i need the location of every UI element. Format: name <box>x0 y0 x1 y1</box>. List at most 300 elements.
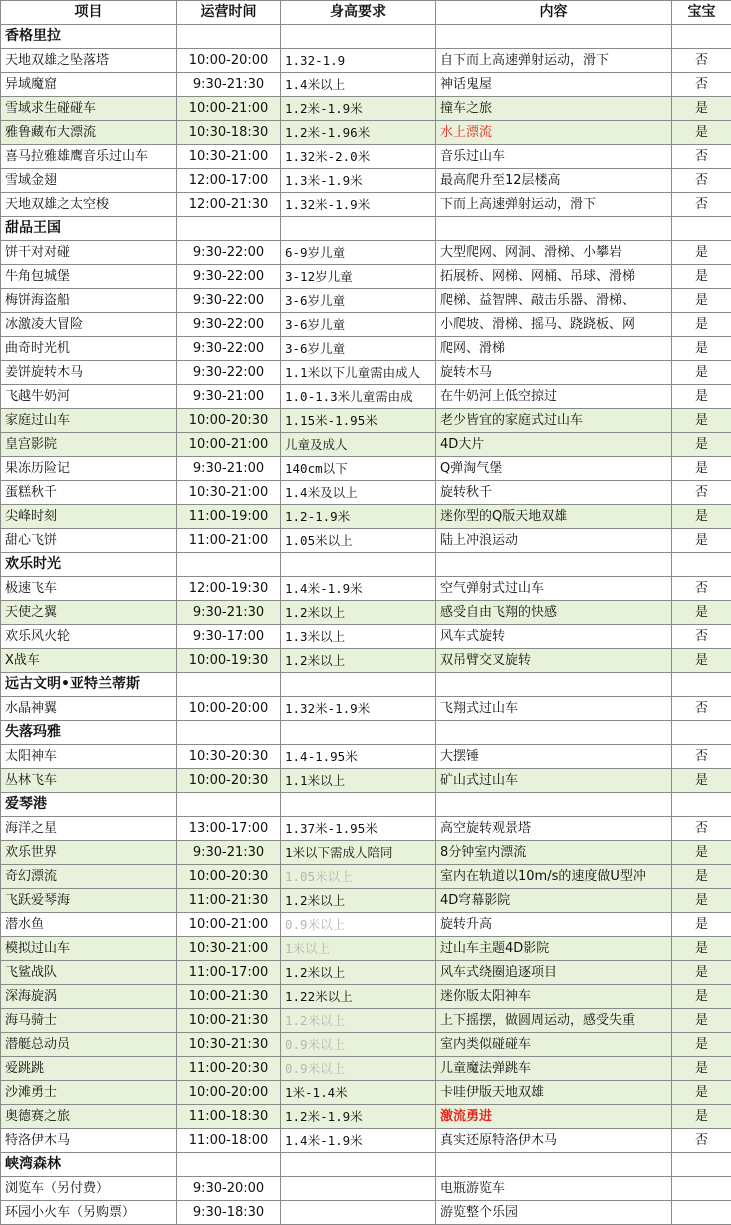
table-row <box>1 289 731 313</box>
ride-height: 1.32米-2.0米 <box>281 145 436 169</box>
ride-height: 3-6岁儿童 <box>281 337 436 361</box>
ride-baby: 是 <box>672 769 731 793</box>
ride-name: 甜心飞饼 <box>1 529 177 553</box>
ride-height: 1米-1.4米 <box>281 1081 436 1105</box>
empty-cell <box>281 793 436 817</box>
ride-time: 10:30-20:30 <box>177 745 281 769</box>
ride-content: 大摆锤 <box>436 745 672 769</box>
ride-baby: 是 <box>672 913 731 937</box>
ride-baby: 是 <box>672 1105 731 1129</box>
ride-time: 10:00-20:00 <box>177 1081 281 1105</box>
table-row <box>1 697 731 721</box>
table-row <box>1 889 731 913</box>
ride-baby: 是 <box>672 385 731 409</box>
ride-baby: 是 <box>672 337 731 361</box>
ride-baby: 是 <box>672 937 731 961</box>
table-row <box>1 913 731 937</box>
empty-cell <box>436 673 672 697</box>
ride-baby: 是 <box>672 961 731 985</box>
ride-name: 雪域求生碰碰车 <box>1 97 177 121</box>
ride-content: 旋转升高 <box>436 913 672 937</box>
ride-baby: 是 <box>672 985 731 1009</box>
ride-height: 1.2米以上 <box>281 1009 436 1033</box>
ride-name: 海洋之星 <box>1 817 177 841</box>
ride-name: 天地双雄之坠落塔 <box>1 49 177 73</box>
ride-name: 尖峰时刻 <box>1 505 177 529</box>
ride-name: 梅饼海盗船 <box>1 289 177 313</box>
zone-header-row <box>1 793 731 817</box>
ride-baby: 否 <box>672 145 731 169</box>
ride-height: 1米以上 <box>281 937 436 961</box>
ride-time: 11:00-18:00 <box>177 1129 281 1153</box>
ride-height: 1.05米以上 <box>281 529 436 553</box>
empty-cell <box>436 25 672 49</box>
table-row <box>1 241 731 265</box>
ride-content: 在牛奶河上低空掠过 <box>436 385 672 409</box>
ride-baby: 是 <box>672 1057 731 1081</box>
zone-name: 远古文明•亚特兰蒂斯 <box>1 673 177 697</box>
ride-height: 1.3米-1.9米 <box>281 169 436 193</box>
table-row <box>1 1105 731 1129</box>
ride-height: 1.32-1.9 <box>281 49 436 73</box>
ride-height: 1.4米及以上 <box>281 481 436 505</box>
ride-baby: 否 <box>672 577 731 601</box>
ride-content: 自下而上高速弹射运动，滑下 <box>436 49 672 73</box>
ride-baby: 是 <box>672 409 731 433</box>
header-time: 运营时间 <box>177 1 281 25</box>
ride-content: 过山车主题4D影院 <box>436 937 672 961</box>
empty-cell <box>672 553 731 577</box>
ride-time: 10:30-21:00 <box>177 481 281 505</box>
ride-baby: 是 <box>672 889 731 913</box>
ride-name: 欢乐风火轮 <box>1 625 177 649</box>
ride-time: 9:30-21:30 <box>177 841 281 865</box>
ride-height: 1.2米以上 <box>281 601 436 625</box>
ride-time: 10:00-20:30 <box>177 865 281 889</box>
empty-cell <box>281 217 436 241</box>
empty-cell <box>177 1153 281 1177</box>
table-row <box>1 745 731 769</box>
ride-baby: 是 <box>672 313 731 337</box>
ride-name: 果冻历险记 <box>1 457 177 481</box>
empty-cell <box>281 721 436 745</box>
ride-baby: 否 <box>672 1129 731 1153</box>
table-row <box>1 1177 731 1201</box>
ride-height <box>281 1177 436 1201</box>
ride-time: 9:30-22:00 <box>177 313 281 337</box>
ride-baby: 是 <box>672 505 731 529</box>
ride-time: 10:00-20:00 <box>177 49 281 73</box>
ride-baby: 是 <box>672 457 731 481</box>
ride-content: 爬网、滑梯 <box>436 337 672 361</box>
empty-cell <box>672 25 731 49</box>
ride-name: 奥德赛之旅 <box>1 1105 177 1129</box>
empty-cell <box>281 1153 436 1177</box>
table-row <box>1 385 731 409</box>
ride-height: 1.3米以上 <box>281 625 436 649</box>
zone-header-row <box>1 25 731 49</box>
ride-name: 浏览车（另付费） <box>1 1177 177 1201</box>
ride-baby: 是 <box>672 121 731 145</box>
ride-content: 双吊臂交叉旋转 <box>436 649 672 673</box>
ride-height: 1.2米以上 <box>281 889 436 913</box>
ride-height: 1.32米-1.9米 <box>281 697 436 721</box>
ride-content: 最高爬升至12层楼高 <box>436 169 672 193</box>
ride-content: 游览整个乐园 <box>436 1201 672 1225</box>
ride-name: 环园小火车（另购票） <box>1 1201 177 1225</box>
ride-time: 10:30-21:00 <box>177 145 281 169</box>
empty-cell <box>436 217 672 241</box>
empty-cell <box>436 553 672 577</box>
ride-name: 雅鲁藏布大漂流 <box>1 121 177 145</box>
table-row <box>1 433 731 457</box>
ride-height: 1.2-1.9米 <box>281 505 436 529</box>
ride-content: 4D穹幕影院 <box>436 889 672 913</box>
table-row <box>1 1129 731 1153</box>
ride-height: 1.37米-1.95米 <box>281 817 436 841</box>
ride-name: 奇幻漂流 <box>1 865 177 889</box>
ride-baby: 否 <box>672 625 731 649</box>
ride-content: 激流勇进 <box>436 1105 672 1129</box>
ride-baby: 是 <box>672 433 731 457</box>
ride-baby: 否 <box>672 193 731 217</box>
zone-header-row <box>1 721 731 745</box>
ride-content: 神话鬼屋 <box>436 73 672 97</box>
table-row <box>1 817 731 841</box>
ride-content: 4D大片 <box>436 433 672 457</box>
empty-cell <box>672 793 731 817</box>
ride-baby: 否 <box>672 745 731 769</box>
ride-content: 撞车之旅 <box>436 97 672 121</box>
table-row <box>1 1033 731 1057</box>
ride-name: 蛋糕秋千 <box>1 481 177 505</box>
ride-baby: 否 <box>672 481 731 505</box>
ride-name: 欢乐世界 <box>1 841 177 865</box>
table-row <box>1 1057 731 1081</box>
ride-name: 家庭过山车 <box>1 409 177 433</box>
ride-content: 高空旋转观景塔 <box>436 817 672 841</box>
ride-height: 1.1米以上 <box>281 769 436 793</box>
empty-cell <box>672 1153 731 1177</box>
ride-content: 卡哇伊版天地双雄 <box>436 1081 672 1105</box>
ride-time: 12:00-21:30 <box>177 193 281 217</box>
ride-time: 9:30-21:00 <box>177 385 281 409</box>
ride-content: 感受自由飞翔的快感 <box>436 601 672 625</box>
table-row <box>1 265 731 289</box>
ride-content: 音乐过山车 <box>436 145 672 169</box>
ride-time: 11:00-18:30 <box>177 1105 281 1129</box>
ride-name: 飞鲨战队 <box>1 961 177 985</box>
table-row <box>1 145 731 169</box>
table-row <box>1 601 731 625</box>
ride-baby: 是 <box>672 1081 731 1105</box>
header-baby: 宝宝 <box>672 1 731 25</box>
ride-name: 饼干对对碰 <box>1 241 177 265</box>
empty-cell <box>672 721 731 745</box>
ride-baby: 是 <box>672 649 731 673</box>
ride-name: 海马骑士 <box>1 1009 177 1033</box>
zone-name: 甜品王国 <box>1 217 177 241</box>
ride-content: 空气弹射式过山车 <box>436 577 672 601</box>
table-row <box>1 769 731 793</box>
ride-name: 雪域金翅 <box>1 169 177 193</box>
ride-time: 9:30-21:00 <box>177 457 281 481</box>
ride-height: 3-6岁儿童 <box>281 313 436 337</box>
ride-height: 1米以下需成人陪同 <box>281 841 436 865</box>
ride-baby: 是 <box>672 1033 731 1057</box>
ride-time: 11:00-20:30 <box>177 1057 281 1081</box>
table-row <box>1 361 731 385</box>
ride-name: X战车 <box>1 649 177 673</box>
ride-name: 皇宫影院 <box>1 433 177 457</box>
ride-time: 10:30-18:30 <box>177 121 281 145</box>
zone-name: 峡湾森林 <box>1 1153 177 1177</box>
ride-height: 1.05米以上 <box>281 865 436 889</box>
table-row <box>1 649 731 673</box>
empty-cell <box>177 793 281 817</box>
table-row <box>1 73 731 97</box>
ride-baby: 是 <box>672 361 731 385</box>
table-row <box>1 625 731 649</box>
empty-cell <box>177 553 281 577</box>
ride-name: 潜艇总动员 <box>1 1033 177 1057</box>
zone-name: 香格里拉 <box>1 25 177 49</box>
ride-height: 0.9米以上 <box>281 1057 436 1081</box>
empty-cell <box>672 673 731 697</box>
ride-time: 9:30-17:00 <box>177 625 281 649</box>
zone-header-row <box>1 673 731 697</box>
ride-height: 1.4米-1.9米 <box>281 1129 436 1153</box>
ride-height: 1.2米-1.9米 <box>281 97 436 121</box>
empty-cell <box>281 25 436 49</box>
ride-time: 11:00-19:00 <box>177 505 281 529</box>
empty-cell <box>177 217 281 241</box>
ride-time: 10:30-21:30 <box>177 1033 281 1057</box>
table-row <box>1 841 731 865</box>
ride-time: 9:30-22:00 <box>177 265 281 289</box>
ride-name: 喜马拉雅雄鹰音乐过山车 <box>1 145 177 169</box>
ride-content: 老少皆宜的家庭式过山车 <box>436 409 672 433</box>
ride-time: 9:30-22:00 <box>177 289 281 313</box>
ride-baby: 是 <box>672 601 731 625</box>
ride-height: 1.2米-1.9米 <box>281 1105 436 1129</box>
ride-time: 11:00-17:00 <box>177 961 281 985</box>
ride-content: 迷你版太阳神车 <box>436 985 672 1009</box>
ride-baby: 是 <box>672 841 731 865</box>
ride-name: 极速飞车 <box>1 577 177 601</box>
zone-header-row <box>1 217 731 241</box>
ride-name: 牛角包城堡 <box>1 265 177 289</box>
ride-height: 6-9岁儿童 <box>281 241 436 265</box>
table-row <box>1 937 731 961</box>
ride-baby: 否 <box>672 49 731 73</box>
ride-height: 1.22米以上 <box>281 985 436 1009</box>
ride-content: 旋转秋千 <box>436 481 672 505</box>
table-body <box>1 25 731 1225</box>
ride-height: 1.15米-1.95米 <box>281 409 436 433</box>
empty-cell <box>281 673 436 697</box>
ride-time: 10:00-21:30 <box>177 985 281 1009</box>
table-row <box>1 985 731 1009</box>
ride-name: 模拟过山车 <box>1 937 177 961</box>
header-name: 项目 <box>1 1 177 25</box>
table-row <box>1 193 731 217</box>
ride-content: 8分钟室内漂流 <box>436 841 672 865</box>
ride-time: 10:00-21:00 <box>177 913 281 937</box>
ride-content: 旋转木马 <box>436 361 672 385</box>
ride-content: 风车式绕圈追逐项目 <box>436 961 672 985</box>
table-row <box>1 1009 731 1033</box>
ride-height: 儿童及成人 <box>281 433 436 457</box>
table-row <box>1 49 731 73</box>
ride-content: 电瓶游览车 <box>436 1177 672 1201</box>
ride-height: 1.4米以上 <box>281 73 436 97</box>
ride-time: 11:00-21:00 <box>177 529 281 553</box>
ride-height: 1.4米-1.9米 <box>281 577 436 601</box>
ride-content: 水上漂流 <box>436 121 672 145</box>
ride-name: 太阳神车 <box>1 745 177 769</box>
ride-baby: 否 <box>672 169 731 193</box>
table-row <box>1 577 731 601</box>
ride-height: 1.2米-1.96米 <box>281 121 436 145</box>
ride-time: 9:30-22:00 <box>177 241 281 265</box>
ride-content: 上下摇摆，做圆周运动，感受失重 <box>436 1009 672 1033</box>
ride-time: 10:00-20:30 <box>177 769 281 793</box>
ride-baby: 是 <box>672 97 731 121</box>
table-row <box>1 313 731 337</box>
ride-content: 大型爬网、网洞、滑梯、小攀岩 <box>436 241 672 265</box>
ride-height: 1.2米以上 <box>281 649 436 673</box>
table-row <box>1 337 731 361</box>
ride-time: 11:00-21:30 <box>177 889 281 913</box>
ride-name: 爱跳跳 <box>1 1057 177 1081</box>
header-height: 身高要求 <box>281 1 436 25</box>
ride-baby: 是 <box>672 265 731 289</box>
empty-cell <box>436 793 672 817</box>
ride-name: 天地双雄之太空梭 <box>1 193 177 217</box>
zone-name: 爱琴港 <box>1 793 177 817</box>
ride-name: 天使之翼 <box>1 601 177 625</box>
ride-baby <box>672 1177 731 1201</box>
ride-content: 爬梯、益智牌、敲击乐器、滑梯、 <box>436 289 672 313</box>
table-row <box>1 121 731 145</box>
ride-time: 10:00-20:30 <box>177 409 281 433</box>
ride-time: 9:30-20:00 <box>177 1177 281 1201</box>
ride-content: 陆上冲浪运动 <box>436 529 672 553</box>
ride-time: 9:30-22:00 <box>177 337 281 361</box>
table-row <box>1 505 731 529</box>
zone-name: 失落玛雅 <box>1 721 177 745</box>
table-row <box>1 97 731 121</box>
ride-height: 1.32米-1.9米 <box>281 193 436 217</box>
ride-time: 12:00-19:30 <box>177 577 281 601</box>
table-row <box>1 529 731 553</box>
ride-time: 10:00-21:30 <box>177 1009 281 1033</box>
table-row <box>1 1081 731 1105</box>
ride-time: 10:30-21:00 <box>177 937 281 961</box>
ride-name: 深海旋涡 <box>1 985 177 1009</box>
table-row <box>1 481 731 505</box>
ride-baby: 是 <box>672 241 731 265</box>
ride-name: 曲奇时光机 <box>1 337 177 361</box>
table-row <box>1 961 731 985</box>
ride-time: 10:00-21:00 <box>177 97 281 121</box>
ride-content: 拓展桥、网梯、网桶、吊球、滑梯 <box>436 265 672 289</box>
ride-baby: 是 <box>672 529 731 553</box>
ride-content: 飞翔式过山车 <box>436 697 672 721</box>
ride-name: 飞跃爱琴海 <box>1 889 177 913</box>
ride-content: Q弹淘气堡 <box>436 457 672 481</box>
ride-content: 小爬坡、滑梯、摇马、跷跷板、网 <box>436 313 672 337</box>
zone-name: 欢乐时光 <box>1 553 177 577</box>
ride-name: 潜水鱼 <box>1 913 177 937</box>
ride-name: 沙滩勇士 <box>1 1081 177 1105</box>
empty-cell <box>436 1153 672 1177</box>
ride-height: 0.9米以上 <box>281 913 436 937</box>
empty-cell <box>177 721 281 745</box>
ride-baby: 否 <box>672 73 731 97</box>
empty-cell <box>436 721 672 745</box>
table-row <box>1 169 731 193</box>
ride-name: 丛林飞车 <box>1 769 177 793</box>
ride-baby: 否 <box>672 817 731 841</box>
empty-cell <box>672 217 731 241</box>
ride-name: 冰激凌大冒险 <box>1 313 177 337</box>
ride-height: 0.9米以上 <box>281 1033 436 1057</box>
table-row <box>1 409 731 433</box>
ride-time: 13:00-17:00 <box>177 817 281 841</box>
ride-content: 风车式旋转 <box>436 625 672 649</box>
ride-content: 真实还原特洛伊木马 <box>436 1129 672 1153</box>
zone-header-row <box>1 553 731 577</box>
ride-name: 特洛伊木马 <box>1 1129 177 1153</box>
ride-time: 9:30-22:00 <box>177 361 281 385</box>
ride-height: 1.0-1.3米儿童需由成 <box>281 385 436 409</box>
ride-content: 儿童魔法弹跳车 <box>436 1057 672 1081</box>
ride-height: 1.4-1.95米 <box>281 745 436 769</box>
ride-name: 姜饼旋转木马 <box>1 361 177 385</box>
ride-content: 迷你型的Q版天地双雄 <box>436 505 672 529</box>
ride-baby: 否 <box>672 697 731 721</box>
ride-content: 下而上高速弹射运动，滑下 <box>436 193 672 217</box>
ride-content: 矿山式过山车 <box>436 769 672 793</box>
empty-cell <box>177 673 281 697</box>
zone-header-row <box>1 1153 731 1177</box>
ride-name: 飞越牛奶河 <box>1 385 177 409</box>
empty-cell <box>177 25 281 49</box>
ride-height: 3-12岁儿童 <box>281 265 436 289</box>
ride-time: 9:30-21:30 <box>177 73 281 97</box>
header-content: 内容 <box>436 1 672 25</box>
ride-time: 10:00-19:30 <box>177 649 281 673</box>
ride-time: 10:00-20:00 <box>177 697 281 721</box>
ride-baby: 是 <box>672 865 731 889</box>
ride-name: 异域魔窟 <box>1 73 177 97</box>
table-row <box>1 457 731 481</box>
ride-baby: 是 <box>672 1009 731 1033</box>
ride-name: 水晶神翼 <box>1 697 177 721</box>
table-row <box>1 865 731 889</box>
ride-time: 12:00-17:00 <box>177 169 281 193</box>
ride-time: 10:00-21:00 <box>177 433 281 457</box>
ride-height: 1.1米以下儿童需由成人 <box>281 361 436 385</box>
ride-content: 室内在轨道以10m/s的速度做U型冲 <box>436 865 672 889</box>
empty-cell <box>281 553 436 577</box>
ride-height: 3-6岁儿童 <box>281 289 436 313</box>
ride-height: 1.2米以上 <box>281 961 436 985</box>
ride-baby: 是 <box>672 289 731 313</box>
ride-time: 9:30-18:30 <box>177 1201 281 1225</box>
